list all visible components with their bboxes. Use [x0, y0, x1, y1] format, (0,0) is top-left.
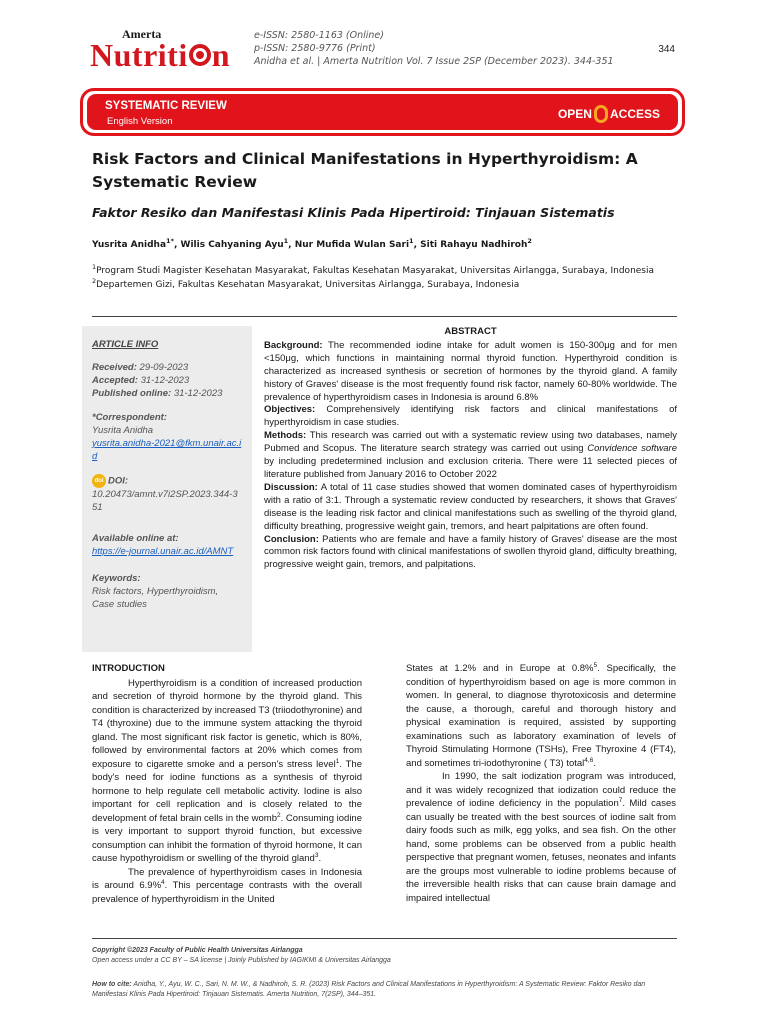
available-label: Available online at: [92, 533, 179, 544]
affiliation-text: Departemen Gizi, Fakultas Kesehatan Masyarakat, Universitas Airlangga, Surabaya, Indonesia [96, 279, 520, 290]
correspondent-block [92, 411, 242, 463]
abstract-discussion: Discussion: A total of 11 case studies showed that women dominated cases of hyperthyroidism with a ratio of 3:1. Through a systematic review conducted by researchers, it shows that Graves' disease is the leading risk factor and clinical manifestations such as swelling of the thyroid gland, difficulty breathing, progressive weight gain, tremors, and heart palpitations are often found. [264, 481, 677, 532]
received-date: 29-09-2023 [139, 362, 189, 373]
open-access-pre: OPEN [557, 107, 592, 121]
divider [92, 316, 677, 317]
open-lock-icon [594, 105, 608, 123]
doi-icon: doi [92, 474, 106, 488]
body-column-left [92, 662, 362, 906]
language-version: English Version [107, 116, 173, 127]
body-paragraph: Hyperthyroidism is a condition of increased production and secretion of thyroid hormone by the thyroid gland. This condition is characterized by increased T3 (triiodothyronine) and T4 (thyroxine) due to the immune system attacking the thyroid gland. The most significant risk factor is genetic, which is 80%, followed by environmental factors at 20% which comes from exposure to cigarette smoke and a person's stress level$^1$. The body's need for iodine functions as a synthesis of thyroid hormone to help regulate cell metabolic activity. Iodine is also important for cell replication and is closely related to the development of fetal brain cells in the womb$^2$. Consuming iodine is very important to support thyroid function, but excessive consumption can inhibit the formation of thyroid hormone, It can cause hypothyroidism or swelling of the thyroid gland$^3$. [92, 677, 362, 864]
doi-value: 10.20473/amnt.v7i2SP.2023.344-351 [92, 489, 238, 513]
abstract-background: Background: The recommended iodine intake for adult women is 150-300μg and for men <150μg, which functions in maintaining normal thyroid function. Hyperthyroid condition is characterized as increased synthesis or secretion of hormones by the thyroid gland. A family history of Graves' disease is the most frequently found risk factor, namely 60-80% worldwide. The prevalence of hyperthyroidism cases in Indonesia is around 6.8% [264, 339, 678, 403]
article-title: Risk Factors and Clinical Manifestations in Hyperthyroidism: A Systematic Review [92, 150, 638, 191]
received-row: Received: 29-09-2023 [92, 362, 189, 373]
abstract-conclusion: Conclusion: Patients who are female and have a family history of Graves' disease are the most common risk factors found with clinical manifestations of swollen thyroid gland, difficulty breathing, progressive weight gain, tremors, and palpitations. [264, 533, 677, 571]
page-footer [92, 946, 682, 1000]
how-to-cite: How to cite: Anidha, Y., Ayu, W. C., Sari, N. M. W., & Nadhiroh, S. R. (2023) Risk Factors and Clinical Manifestations in Hyperthyroidism: A Systematic Review: Faktor Resiko dan Manifestasi Klinis Pada Hipertiroid: Tinjauan Sistematis. Amerta Nutrition, 7(2SP), 344–351. [92, 981, 646, 998]
correspondent-name: Yusrita Anidha [92, 425, 154, 436]
page-number: 344 [658, 44, 675, 55]
issn-block [254, 29, 614, 68]
journal-url-link[interactable]: https://e-journal.unair.ac.id/AMNT [92, 546, 234, 557]
affiliation-item [92, 276, 682, 293]
affiliations [92, 265, 682, 292]
logo-wordmark [90, 37, 230, 73]
article-type-banner [80, 88, 685, 136]
keywords-block [92, 572, 242, 611]
published-date: 31-12-2023 [173, 388, 223, 399]
author-name: Wilis Cahyaning Ayu [180, 240, 284, 250]
banner-fill [87, 94, 678, 130]
logo-text-post: n [211, 37, 230, 73]
abstract-heading: ABSTRACT [444, 326, 497, 337]
license: Open access under a CC BY – SA license | Joinly Published by IAGIKMI & Universitas Airlangga [92, 957, 391, 964]
article-type: SYSTEMATIC REVIEW [105, 100, 227, 112]
correspondent-email-link[interactable]: yusrita.anidha-2021@fkm.unair.ac.id [92, 438, 242, 462]
open-access-post: ACCESS [609, 107, 660, 121]
author-name: Siti Rahayu Nadhiroh [420, 240, 528, 250]
author-sup: 2 [527, 237, 532, 245]
header-citation: Anidha et al. | Amerta Nutrition Vol. 7 Issue 2SP (December 2023). 344-351 [254, 56, 614, 67]
article-info-heading: ARTICLE INFO [92, 339, 159, 350]
logo-o-icon [189, 44, 211, 66]
affiliation-sup: 1 [92, 263, 97, 271]
body-paragraph: In 1990, the salt iodization program was introduced, and it was widely recognized that iodization could reduce the prevalence of iodine deficiency in the population$^7$. Mild cases can usually be treated with the best sources of iodine salt from dairy foods such as milk, egg yolks, and sea fish. On the other hand, some problems can be observed from a public health perspective that pregnant women, fetuses, neonates and infants are the groups most vulnerable to iodine problems because of the irreversible health risks that can cause brain damage and impaired intellectual [406, 771, 676, 904]
author-sup: 1* [166, 237, 174, 245]
affiliation-item [92, 265, 682, 279]
accepted-row: Accepted: 31-12-2023 [92, 375, 190, 386]
body-column-right [406, 662, 676, 905]
copyright: Copyright ©2023 Faculty of Public Health Universitas Airlangga [92, 947, 303, 954]
logo-text-pre: Nutriti [90, 37, 188, 73]
open-access-badge [558, 105, 660, 123]
correspondent-label: *Correspondent: [92, 412, 167, 423]
affiliation-text: Program Studi Magister Kesehatan Masyarakat, Fakultas Kesehatan Masyarakat, Universitas Airlangga, Surabaya, Indonesia [96, 266, 655, 276]
keywords-value: Risk factors, Hyperthyroidism, Case studies [92, 586, 219, 610]
logo-small-text: Amerta [122, 27, 162, 41]
doi-label: DOI: [108, 475, 129, 487]
abstract-objectives: Objectives: Comprehensively identifying risk factors and clinical manifestations of hyperthyroidism in case studies. [264, 404, 678, 429]
doi-block [92, 474, 242, 514]
author-name: Nur Mufida Wulan Sari [294, 240, 410, 250]
body-paragraph: The prevalence of hyperthyroidism cases in Indonesia is around 6.9%$^4$. This percentage contrasts with the overall prevalence of hyperthyroidism in the United [92, 866, 363, 905]
author-name: Yusrita Anidha [92, 240, 167, 250]
journal-logo [90, 27, 230, 73]
footer-divider [92, 938, 677, 939]
author-list: Yusrita Anidha$^{1*}$, Wilis Cahyaning Ayu$^1$, Nur Mufida Wulan Sari$^1$, Siti Rahayu Nadhiroh$^2$ [92, 237, 532, 250]
body-paragraph: States at 1.2% and in Europe at 0.8%$^5$. Specifically, the condition of hyperthyroidism based on age is more common in women. In general, to diagnose thyrotoxicosis and determine the cause, a thorough, careful and thorough history and physical examination is required, assisted by supporting examinations such as laboratory examination of levels of Thyroid Stimulating Hormone (TSHs), Free Thyroxine 4 (FT4), and sometimes tri-iodothyronine ( T3) total$^{4,6}$. [406, 661, 676, 769]
affiliation-sup: 2 [92, 276, 97, 285]
author-sup: 1 [409, 237, 414, 245]
abstract-methods: Methods: This research was carried out with a systematic review using two databases, namely Pubmed and Scopus. The literature search strategy was carried out using Convidence software by including predetermined inclusion and exclusion criteria. There were 11 selected pieces of literature published from January 2016 to October 2022 [264, 430, 677, 480]
abstract [264, 326, 677, 572]
article-dates [92, 361, 242, 400]
keywords-label: Keywords: [92, 573, 141, 584]
published-row: Published online: 31-12-2023 [92, 388, 223, 399]
author-sup: 1 [283, 237, 289, 245]
issn-online: e-ISSN: 2580-1163 (Online) [254, 30, 384, 41]
issn-print: p-ISSN: 2580-9776 (Print) [254, 43, 376, 54]
article-info-panel [82, 326, 252, 652]
introduction-heading: INTRODUCTION [92, 663, 165, 674]
available-block [92, 532, 242, 558]
accepted-date: 31-12-2023 [140, 375, 190, 386]
article-subtitle: Faktor Resiko dan Manifestasi Klinis Pada Hipertiroid: Tinjauan Sistematis [92, 205, 615, 220]
